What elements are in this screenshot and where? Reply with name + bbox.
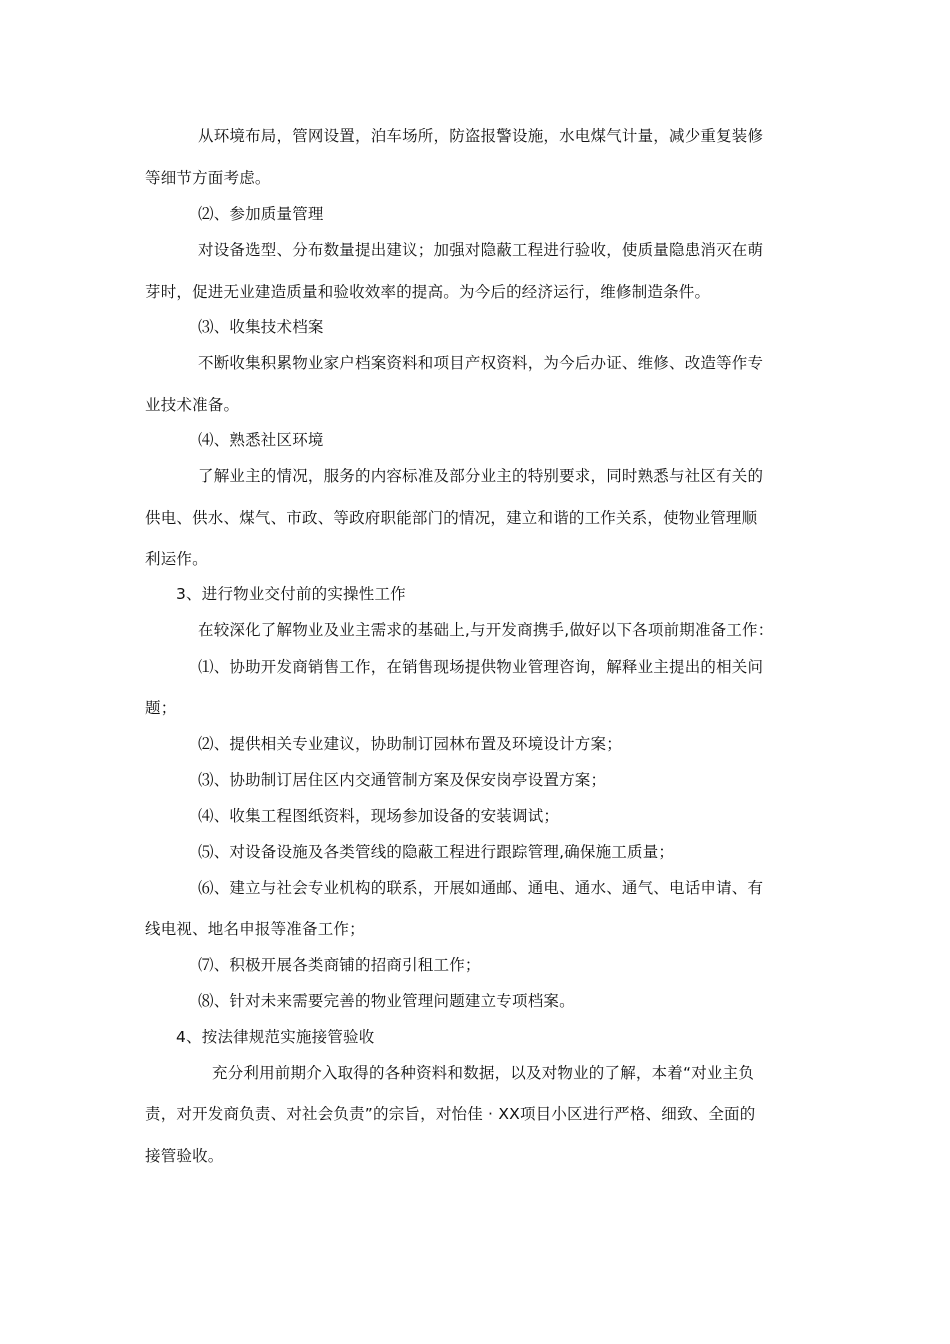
paragraph-line: 在较深化了解物业及业主需求的基础上,与开发商携手,做好以下各项前期准备工作：	[198, 621, 774, 639]
list-item: ⑸、对设备设施及各类管线的隐蔽工程进行跟踪管理,确保施工质量；	[198, 843, 675, 861]
subheading: ⑵、参加质量管理	[198, 205, 324, 223]
list-item: ⑺、积极开展各类商铺的招商引租工作；	[198, 956, 481, 974]
paragraph-line: 等细节方面考虑。	[145, 169, 271, 187]
section-heading: 3、进行物业交付前的实操性工作	[176, 585, 406, 603]
paragraph-line: 不断收集积累物业家户档案资料和项目产权资料，为今后办证、维修、改造等作专	[198, 354, 764, 372]
subheading: ⑷、熟悉社区环境	[198, 431, 324, 449]
paragraph-line: 充分利用前期介入取得的各种资料和数据，以及对物业的了解，本着“对业主负	[212, 1064, 755, 1082]
list-item: ⑴、协助开发商销售工作，在销售现场提供物业管理咨询，解释业主提出的相关问	[198, 658, 764, 676]
paragraph-line: 了解业主的情况，服务的内容标准及部分业主的特别要求，同时熟悉与社区有关的	[198, 467, 764, 485]
paragraph-line: 对设备选型、分布数量提出建议；加强对隐蔽工程进行验收，使质量隐患消灭在萌	[198, 241, 764, 259]
list-item: ⑵、提供相关专业建议，协助制订园林布置及环境设计方案；	[198, 735, 622, 753]
paragraph-line: 利运作。	[145, 550, 208, 568]
paragraph-line: 接管验收。	[145, 1147, 224, 1165]
paragraph-line: 供电、供水、煤气、市政、等政府职能部门的情况，建立和谐的工作关系，使物业管理顺	[145, 509, 758, 527]
paragraph-line: 芽时，促进无业建造质量和验收效率的提高。为今后的经济运行，维修制造条件。	[145, 283, 711, 301]
list-item-continuation: 题；	[145, 699, 177, 717]
list-item: ⑷、收集工程图纸资料，现场参加设备的安装调试；	[198, 807, 560, 825]
paragraph-line: 业技术准备。	[145, 396, 240, 414]
subheading: ⑶、收集技术档案	[198, 318, 324, 336]
paragraph-line: 从环境布局，管网设置，泊车场所，防盗报警设施，水电煤气计量，减少重复装修	[198, 127, 764, 145]
list-item: ⑶、协助制订居住区内交通管制方案及保安岗亭设置方案；	[198, 771, 607, 789]
list-item: ⑻、针对未来需要完善的物业管理问题建立专项档案。	[198, 992, 575, 1010]
list-item: ⑹、建立与社会专业机构的联系，开展如通邮、通电、通水、通气、电话申请、有	[198, 879, 764, 897]
paragraph-line: 责，对开发商负责、对社会负责”的宗旨，对怡佳 · XX项目小区进行严格、细致、全面的	[145, 1105, 756, 1123]
section-heading: 4、按法律规范实施接管验收	[176, 1028, 375, 1046]
list-item-continuation: 线电视、地名申报等准备工作；	[145, 920, 365, 938]
